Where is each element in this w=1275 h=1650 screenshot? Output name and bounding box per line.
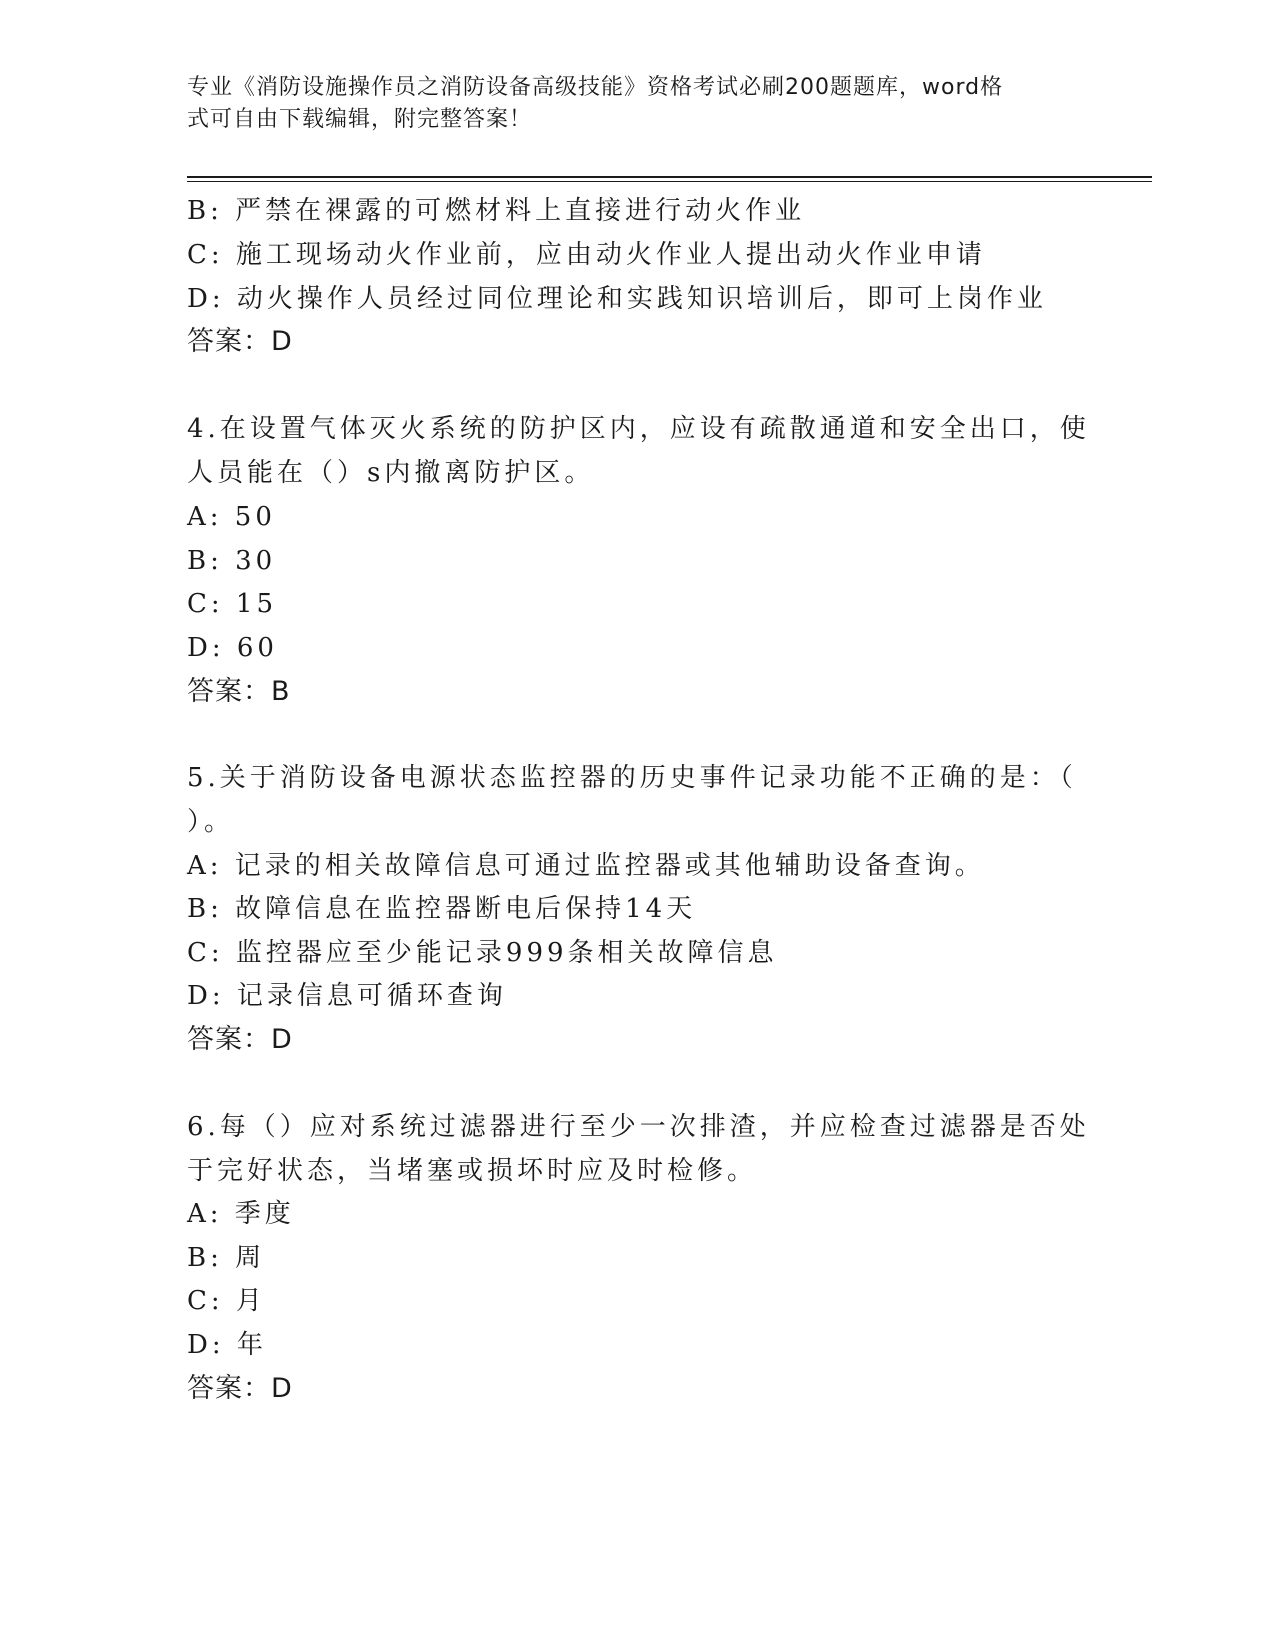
- q5-stem-line-2: ）。: [187, 807, 235, 837]
- q6-option-a: A: 季度: [187, 1199, 295, 1229]
- q6-option-c: C: 月: [187, 1286, 266, 1316]
- header-divider-thin: [187, 181, 1152, 182]
- q3-option-b: B: 严禁在裸露的可燃材料上直接进行动火作业: [187, 196, 806, 226]
- q4-stem-line-2: 人员能在（）s内撤离防护区。: [187, 458, 595, 488]
- q4-option-d: D: 60: [187, 633, 278, 663]
- q4-option-a: A: 50: [187, 502, 276, 532]
- q6-option-d: D: 年: [187, 1330, 267, 1360]
- q6-answer: 答案：D: [187, 1373, 293, 1404]
- q4-option-b: B: 30: [187, 546, 277, 576]
- q5-option-c: C: 监控器应至少能记录999条相关故障信息: [187, 938, 778, 968]
- q3-option-d: D: 动火操作人员经过同位理论和实践知识培训后，即可上岗作业: [187, 284, 1047, 314]
- q6-option-b: B: 周: [187, 1243, 266, 1273]
- header-line-1: 专业《消防设施操作员之消防设备高级技能》资格考试必刷200题题库，word格: [187, 75, 1004, 100]
- q6-stem-line-1: 6.每（）应对系统过滤器进行至少一次排渣，并应检查过滤器是否处: [187, 1112, 1090, 1142]
- q5-stem-line-1: 5.关于消防设备电源状态监控器的历史事件记录功能不正确的是：（: [187, 763, 1077, 793]
- q4-stem-line-1: 4.在设置气体灭火系统的防护区内，应设有疏散通道和安全出口，使: [187, 414, 1090, 444]
- q4-answer: 答案：B: [187, 676, 291, 707]
- header-divider-thick: [187, 176, 1152, 178]
- q3-option-c: C: 施工现场动火作业前，应由动火作业人提出动火作业申请: [187, 240, 986, 270]
- q5-option-b: B: 故障信息在监控器断电后保持14天: [187, 894, 697, 924]
- q3-answer: 答案：D: [187, 326, 293, 357]
- q6-stem-line-2: 于完好状态，当堵塞或损坏时应及时检修。: [187, 1156, 758, 1186]
- q5-option-a: A: 记录的相关故障信息可通过监控器或其他辅助设备查询。: [187, 851, 985, 881]
- q5-option-d: D: 记录信息可循环查询: [187, 981, 507, 1011]
- document-header: [187, 72, 1067, 136]
- q5-answer: 答案：D: [187, 1024, 293, 1055]
- header-line-2: 式可自由下载编辑，附完整答案！: [187, 107, 533, 132]
- q4-option-c: C: 15: [187, 589, 278, 619]
